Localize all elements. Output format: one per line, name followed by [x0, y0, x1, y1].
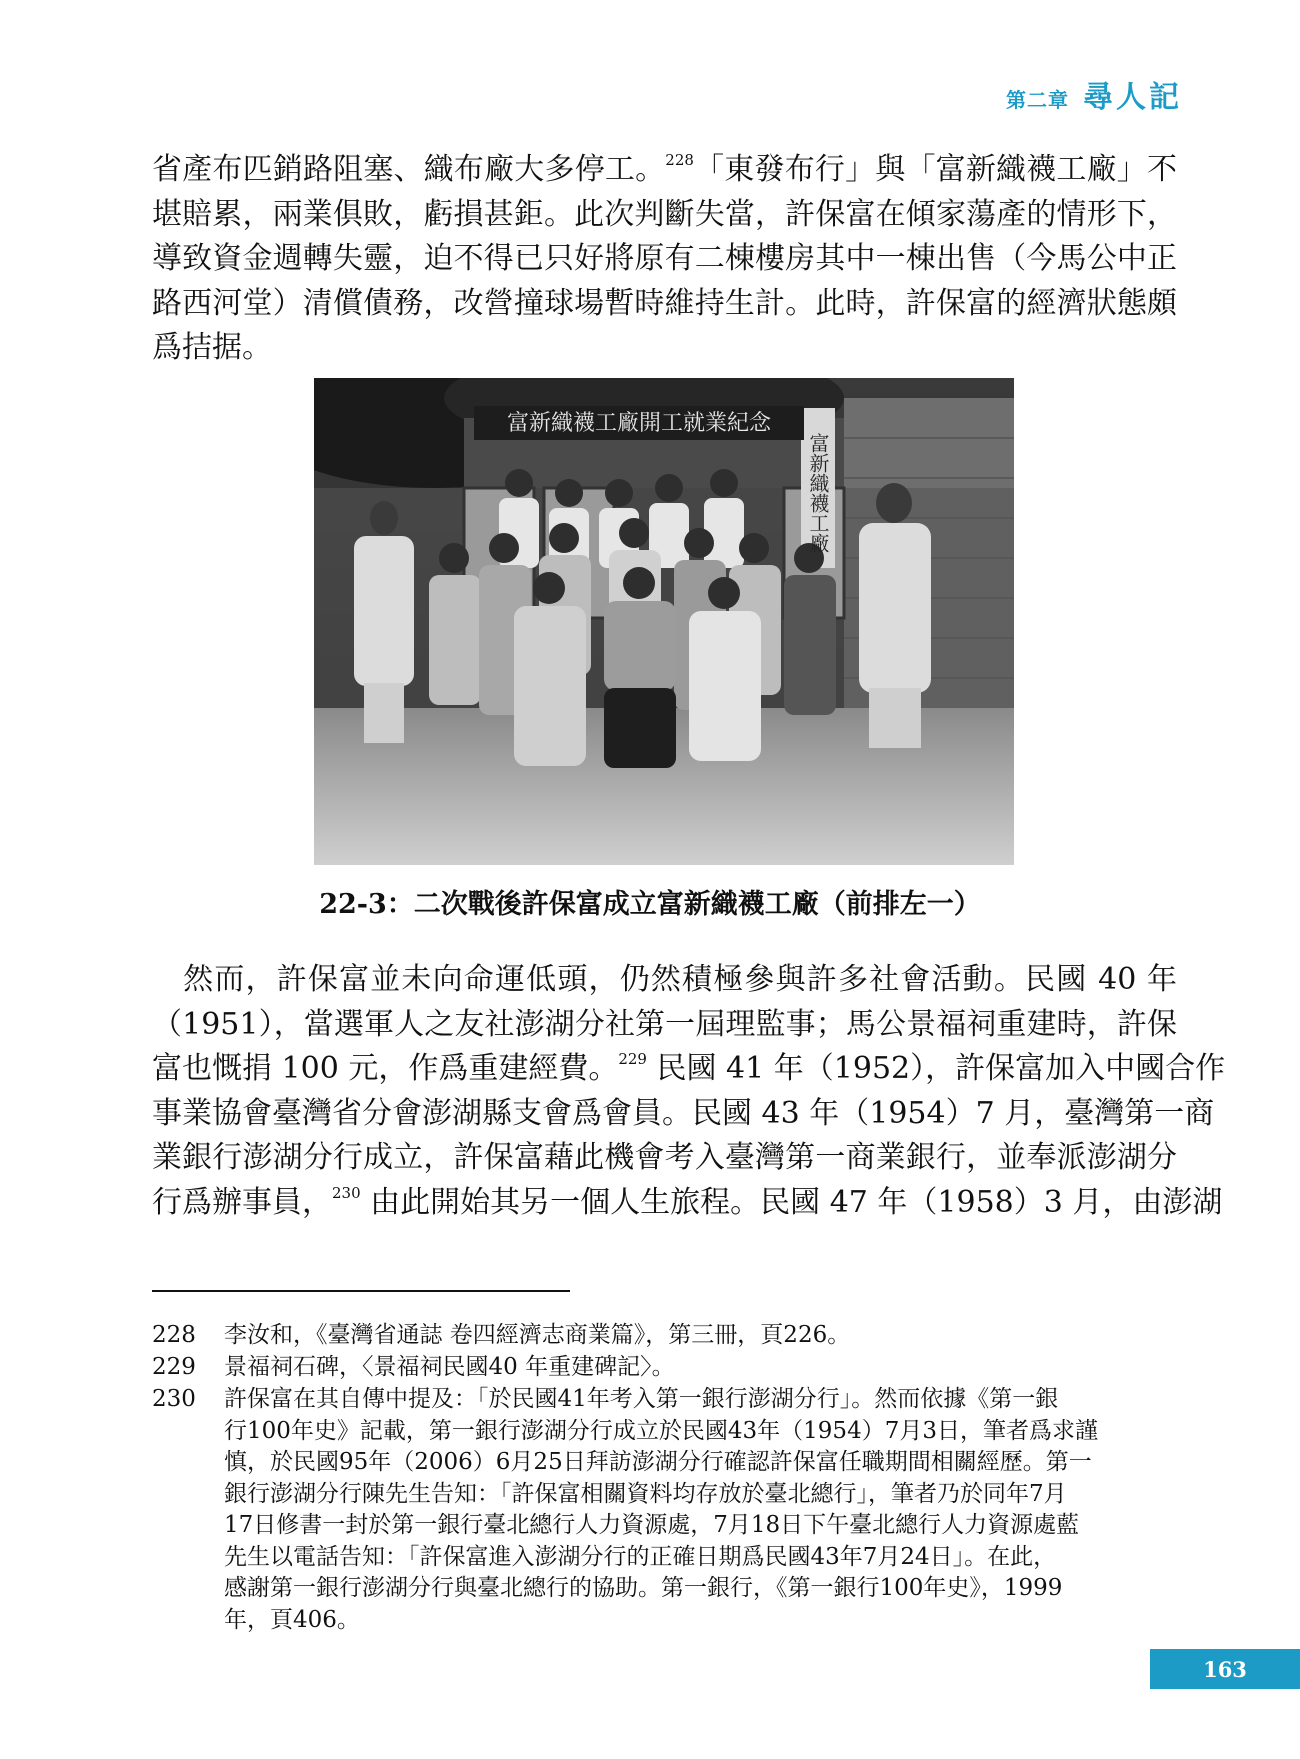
text-run: 省產布匹銷路阻塞、織布廠大多停工。 — [152, 152, 666, 187]
footnote-text — [224, 1320, 1177, 1352]
paragraph-line — [152, 958, 1177, 1003]
paragraph-line — [152, 1181, 1223, 1226]
text-run: 行爲辦事員， — [152, 1184, 332, 1220]
chapter-number: 第二章 — [1006, 88, 1069, 112]
paragraph-line — [152, 282, 1177, 327]
footnote-ref[interactable]: 230 — [332, 1183, 361, 1202]
footnote-ref[interactable]: 228 — [665, 151, 694, 169]
footnote-text — [224, 1384, 1177, 1636]
text-run: 富也慨捐 100 元，作爲重建經費。 — [152, 1051, 619, 1086]
footnote-229 — [152, 1352, 1177, 1384]
historical-photo — [314, 378, 1014, 865]
footnote-line: 慎，於民國95年（2006）6月25日拜訪澎湖分行確認許保富任職期間相關經歷。第一 — [224, 1449, 1092, 1475]
factory-group-photo — [314, 378, 1014, 865]
footnote-divider — [152, 1290, 570, 1292]
body-paragraph-1 — [152, 148, 1177, 371]
paragraph-line — [152, 1092, 1215, 1137]
text-run: 民國 41 年（1952），許保富加入中國合作 — [646, 1051, 1226, 1086]
chapter-title: 尋人記 — [1083, 80, 1182, 115]
footnote-number: 228 — [152, 1322, 196, 1348]
paragraph-line — [152, 237, 1177, 282]
footnote-text — [224, 1352, 1177, 1384]
paragraph-line — [152, 1136, 1177, 1181]
footnote-line: 行100年史》記載，第一銀行澎湖分行成立於民國43年（1954）7月3日，筆者爲求謹 — [224, 1417, 1098, 1444]
footnote-line: 李汝和，《臺灣省通誌 卷四經濟志商業篇》，第三冊，頁226。 — [224, 1322, 851, 1348]
footnote-line: 許保富在其自傳中提及：「於民國41年考入第一銀行澎湖分行」。然而依據《第一銀 — [224, 1386, 1059, 1412]
text-run: 業銀行澎湖分行成立，許保富藉此機會考入臺灣第一商業銀行，並奉派澎湖分 — [152, 1140, 1177, 1175]
text-run: 堪賠累，兩業俱敗，虧損甚鉅。此次判斷失當，許保富在傾家蕩產的情形下， — [152, 196, 1177, 232]
footnote-228 — [152, 1320, 1177, 1352]
factory-sign-text: 富新織襪工廠開工就業紀念 — [506, 411, 772, 436]
footnote-line: 感謝第一銀行澎湖分行與臺北總行的協助。第一銀行，《第一銀行100年史》，1999 — [224, 1575, 1063, 1601]
text-run: 爲拮据。 — [152, 330, 272, 365]
paragraph-line — [152, 326, 1177, 371]
text-run: 導致資金週轉失靈，迫不得已只好將原有二棟樓房其中一棟出售（今馬公中正 — [152, 241, 1177, 276]
paragraph-line — [152, 193, 1177, 238]
footnote-line: 景福祠石碑，〈景福祠民國40 年重建碑記〉。 — [224, 1354, 675, 1380]
footnote-ref[interactable]: 229 — [618, 1050, 647, 1068]
footnote-number: 229 — [152, 1354, 196, 1380]
footnote-line: 17日修書一封於第一銀行臺北總行人力資源處，7月18日下午臺北總行人力資源處藍 — [224, 1512, 1080, 1538]
paragraph-line — [152, 148, 1177, 193]
footnote-line: 先生以電話告知：「許保富進入澎湖分行的正確日期爲民國43年7月24日」。在此， — [224, 1543, 1057, 1570]
text-run: 「東發布行」與「富新織襪工廠」不 — [693, 152, 1178, 187]
text-run: 事業協會臺灣省分會澎湖縣支會爲會員。民國 43 年（1954）7 月，臺灣第一商 — [152, 1095, 1215, 1131]
photo-caption: 22-3：二次戰後許保富成立富新織襪工廠（前排左一） — [319, 889, 981, 920]
body-paragraph-2 — [152, 958, 1226, 1225]
footnote-number: 230 — [152, 1386, 196, 1412]
text-run: 然而，許保富並未向命運低頭，仍然積極參與許多社會活動。民國 40 年 — [152, 962, 1177, 997]
running-header — [1006, 72, 1182, 116]
paragraph-line — [152, 1003, 1177, 1048]
vertical-sign-text: 富新織襪工廠 — [806, 433, 830, 553]
text-run: （1951），當選軍人之友社澎湖分社第一屆理監事；馬公景福祠重建時，許保 — [152, 1006, 1177, 1042]
text-run: 由此開始其另一個人生旅程。民國 47 年（1958）3 月，由澎湖 — [360, 1184, 1223, 1220]
footnote-line: 年，頁406。 — [224, 1606, 360, 1633]
page-number: 163 — [1150, 1649, 1300, 1689]
text-run: 路西河堂）清償債務，改營撞球場暫時維持生計。此時，許保富的經濟狀態頗 — [152, 285, 1177, 321]
footnote-line: 銀行澎湖分行陳先生告知：「許保富相關資料均存放於臺北總行」，筆者乃於同年7月 — [224, 1480, 1067, 1507]
paragraph-line — [152, 1047, 1226, 1092]
footnote-230 — [152, 1384, 1177, 1636]
